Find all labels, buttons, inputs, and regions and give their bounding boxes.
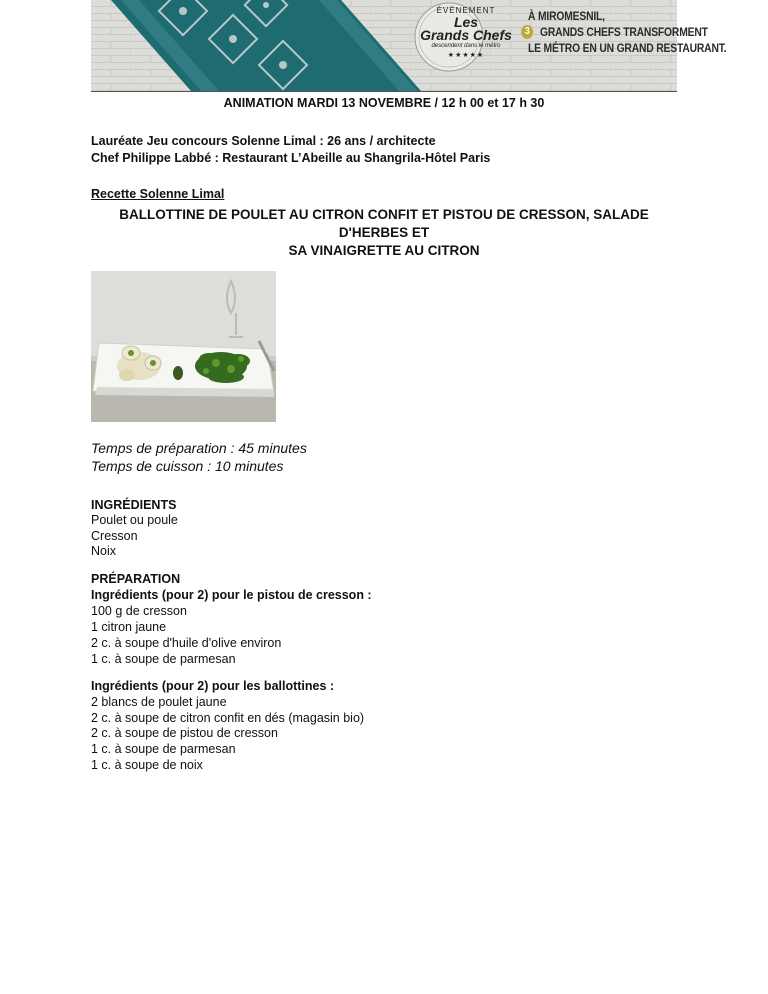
event-tagline xyxy=(524,8,727,56)
recipe-label: Recette Solenne Limal xyxy=(91,187,225,201)
event-logo xyxy=(416,4,516,70)
recipe-title xyxy=(91,206,677,260)
logo-stars: ★★★★★ xyxy=(447,52,485,59)
logo-les: Les xyxy=(453,14,479,30)
ballottine-heading: Ingrédients (pour 2) pour les ballottines : xyxy=(91,679,335,693)
pistou-item: 100 g de cresson xyxy=(91,604,187,618)
animation-date: ANIMATION MARDI 13 NOVEMBRE / 12 h 00 et 17 h 30 xyxy=(223,96,545,110)
ingredient-item: Noix xyxy=(91,544,117,558)
preparation-heading: PRÉPARATION xyxy=(91,572,181,586)
recipe-title-line2: SA VINAIGRETTE AU CITRON xyxy=(288,243,480,258)
pistou-heading: Ingrédients (pour 2) pour le pistou de cresson : xyxy=(91,588,372,602)
dish-photo xyxy=(91,271,276,422)
chef-info: Chef Philippe Labbé : Restaurant L’Abeille au Shangrila-Hôtel Paris xyxy=(91,151,491,165)
prep-time: Temps de préparation : 45 minutes xyxy=(91,440,307,456)
cook-time: Temps de cuisson : 10 minutes xyxy=(91,458,284,474)
laureate-info: Lauréate Jeu concours Solenne Limal : 26 ans / architecte xyxy=(91,134,436,148)
logo-grands-chefs: Grands Chefs xyxy=(420,27,512,43)
ingredient-item: Cresson xyxy=(91,529,138,543)
tagline-line3: LE MÉTRO EN UN GRAND RESTAURANT. xyxy=(528,41,727,55)
ingredients-heading: INGRÉDIENTS xyxy=(91,498,177,512)
pistou-item: 2 c. à soupe d'huile d'olive environ xyxy=(91,636,282,650)
pistou-item: 1 c. à soupe de parmesan xyxy=(91,652,236,666)
recipe-title-line1: BALLOTTINE DE POULET AU CITRON CONFIT ET PISTOU DE CRESSON, SALADE D'HERBES ET xyxy=(119,207,649,240)
tagline-line1: À MIROMESNIL, xyxy=(528,9,605,23)
logo-event-label: ÉVÉNEMENT xyxy=(436,6,496,15)
ingredient-item: Poulet ou poule xyxy=(91,513,178,527)
logo-subtitle: descendent dans le métro xyxy=(431,43,501,49)
ballottine-item: 2 c. à soupe de pistou de cresson xyxy=(91,726,278,740)
ballottine-item: 1 c. à soupe de noix xyxy=(91,758,203,772)
tagline-line2: GRANDS CHEFS TRANSFORMENT xyxy=(540,25,708,39)
pistou-item: 1 citron jaune xyxy=(91,620,167,634)
banner-rule xyxy=(91,91,677,92)
ballottine-item: 2 c. à soupe de citron confit en dés (magasin bio) xyxy=(91,711,365,725)
metro-line-badge: 3 xyxy=(521,25,533,39)
ballottine-item: 1 c. à soupe de parmesan xyxy=(91,742,236,756)
ballottine-item: 2 blancs de poulet jaune xyxy=(91,695,227,709)
